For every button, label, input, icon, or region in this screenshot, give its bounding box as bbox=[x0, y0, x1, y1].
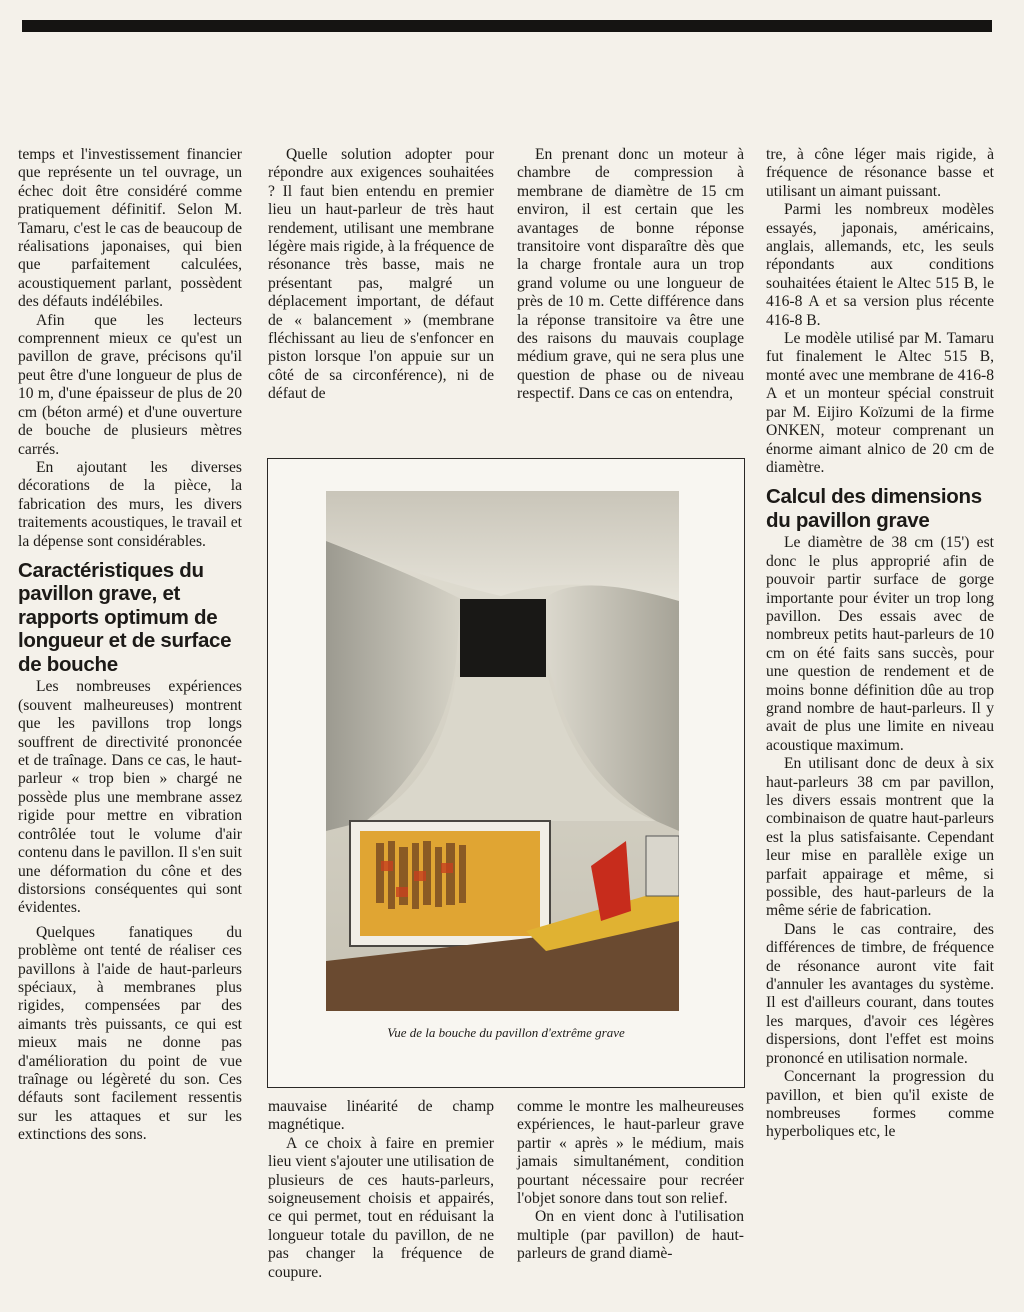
paragraph: Afin que les lecteurs comprennent mieux ce qu'est un pavillon de grave, précisons qu'il peut être d'une longueur de plus de 10 m, d'une épaisseur de plus de 20 cm (béton armé) et d'une ouverture de bouche de plusieurs mètres carrés. bbox=[18, 311, 242, 458]
paragraph: Quelques fanatiques du problème ont tenté de réaliser ces pavillons à l'aide de haut-parleurs spéciaux, à membranes plus rigides, compensées par des aimants très puissants, ce qui est mieux mais ne donne pas d'amélioration du point de vue traînage ou légèreté du son. Ces défauts sont facilement ressentis sur les attaques et sur les extinctions des sons. bbox=[18, 923, 242, 1144]
paragraph: Parmi les nombreux modèles essayés, japonais, américains, anglais, allemands, etc, les seuls répondants aux conditions souhaitées étaient le Altec 515 B, le 416-8 A et sa version plus récente 416-8 B. bbox=[766, 201, 994, 329]
paragraph: tre, à cône léger mais rigide, à fréquence de résonance basse et utilisant un aimant puissant. bbox=[766, 146, 994, 200]
figure-caption: Vue de la bouche du pavillon d'extrême grave bbox=[387, 1025, 625, 1040]
paragraph: En ajoutant les diverses décorations de la pièce, la fabrication des murs, les divers traitements acoustiques, le travail et la dépense sont considérables. bbox=[18, 458, 242, 550]
paragraph: On en vient donc à l'utilisation multiple (par pavillon) de haut-parleurs de grand diamè- bbox=[517, 1208, 744, 1263]
column-3-top bbox=[517, 146, 744, 404]
section-heading: Calcul des dimensions du pavillon grave bbox=[766, 485, 982, 532]
horn-photo bbox=[326, 491, 679, 1011]
paragraph: comme le montre les malheureuses expériences, le haut-parleur grave partir « après » le médium, mais jamais simultanément, condition pourtant nécessaire pour recréer l'objet sonore dans tout son relief. bbox=[517, 1098, 744, 1208]
column-4 bbox=[766, 146, 994, 1142]
column-1 bbox=[18, 146, 242, 1145]
figure bbox=[267, 458, 745, 1088]
paragraph: Quelle solution adopter pour répondre aux exigences souhaitées ? Il faut bien entendu en premier lieu un haut-parleur de très haut rendement, utilisant une membrane légère mais rigide, à la fréquence de résonance très basse, mais ne présentant pas, malgré un déplacement important, de défaut de « balancement » (membrane fléchissant au lieu de s'enfoncer en piston lorsque l'on appuie sur un côté de sa circonférence), ni de défaut de bbox=[268, 146, 494, 403]
paragraph: mauvaise linéarité de champ magnétique. bbox=[268, 1098, 494, 1134]
paragraph: Dans le cas contraire, des différences de timbre, de fréquence de résonance auront vite fait d'annuler les avantages du système. Il est d'ailleurs courant, dans toutes les marques, d'avoir ces légères dispersions, dont l'effet est moins prononcé en utilisation normale. bbox=[766, 920, 994, 1067]
paragraph: En prenant donc un moteur à chambre de compression à membrane de diamètre de 15 cm environ, il est certain que les avantages de bonne réponse transitoire vont disparaître dès que la charge frontale aura un trop grand volume ou une longueur de près de 10 m. Cette différence dans la réponse transitoire va être une des raisons du mauvais couplage médium grave, qui ne sera plus une question de phase ou de niveau respectif. Dans ce cas on entendra, bbox=[517, 146, 744, 403]
paragraph: Le modèle utilisé par M. Tamaru fut finalement le Altec 515 B, monté avec une membrane de 416-8 A et un monteur spécial construit par M. Eijiro Koïzumi de la firme ONKEN, moteur comprenant un énorme aimant alnico de 20 cm de diamètre. bbox=[766, 330, 994, 476]
paragraph: Le diamètre de 38 cm (15') est donc le plus approprié afin de pouvoir partir surface de gorge importante pour éviter un trop long pavillon. Des essais avec de nombreux petits haut-parleurs de 10 cm on été faits sans succès, pour une question de rendement et de moins bonne définition dûe au trop grand nombre de haut-parleurs. Il y avait de plus une limite en niveau acoustique maximum. bbox=[766, 534, 994, 754]
top-rule bbox=[22, 20, 992, 32]
paragraph: En utilisant donc de deux à six haut-parleurs 38 cm par pavillon, les divers essais montrent que la combinaison de quatre haut-parleurs est la plus satisfaisante. Cependant leur mise en parallèle exige un parfait appairage et même, si possible, des haut-parleurs de la même série de fabrication. bbox=[766, 755, 994, 920]
paragraph: Concernant la progression du pavillon, et bien qu'il existe de nombreuses formes comme hyperboliques etc, le bbox=[766, 1068, 994, 1141]
section-heading: Caractéristiques du pavillon grave, et rapports optimum de longueur et de surface de bouche bbox=[18, 558, 232, 676]
column-2-top bbox=[268, 146, 494, 404]
paragraph: temps et l'investissement financier que représente un tel ouvrage, un échec doit être considéré comme pratiquement définitif. Selon M. Tamaru, c'est le cas de beaucoup de réalisations japonaises, qui bien que parfaitement calculées, acoustiquement parlant, possèdent des défauts indélébiles. bbox=[18, 146, 242, 311]
column-3-bottom bbox=[517, 1098, 744, 1264]
column-2-bottom bbox=[268, 1098, 494, 1282]
horn-mouth-illustration bbox=[326, 491, 679, 1011]
paragraph: A ce choix à faire en premier lieu vient s'ajouter une utilisation de plusieurs de ces hauts-parleurs, soigneusement choisis et appairés, ce qui permet, tout en réduisant la longueur totale du pavillon, de ne pas changer la fréquence de coupure. bbox=[268, 1134, 494, 1281]
paragraph: Les nombreuses expériences (souvent malheureuses) montrent que les pavillons trop longs souffrent de directivité prononcée et de traînage. Dans ce cas, le haut-parleur « trop bien » chargé ne possède plus une membrane assez rigide pour mettre en vibration contrôlée tout le volume d'air contenu dans le pavillon. Il s'en suit une déformation du cône et des distorsions conséquentes qui sont évidentes. bbox=[18, 678, 242, 917]
